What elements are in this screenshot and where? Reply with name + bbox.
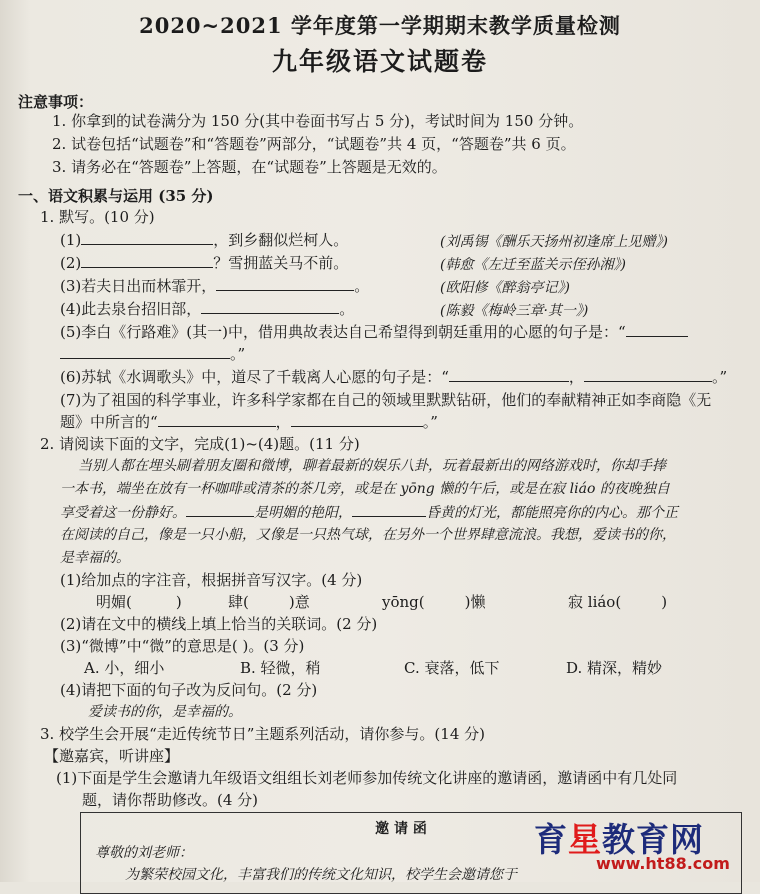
exam-title-subject: 九年级语文试题卷 — [271, 47, 488, 76]
letter-body: 为繁荣校园文化，丰富我们的传统文化知识，校学生会邀请您于 — [125, 867, 517, 883]
passage-line: 享受着这一份静好。 是明媚的艳阳， 昏黄的灯光，都能照亮你的内心。那个正 — [60, 502, 678, 523]
passage-line: 一本书，端坐在放有一杯咖啡或清茶的茶几旁，或是在 yōng 懒的午后，或是在寂 liáo 的夜晚独自 — [60, 481, 670, 497]
question-2-stem: 2. 请阅读下面的文字，完成(1)~(4)题。(11 分) — [40, 435, 360, 453]
answer-blank — [584, 367, 712, 382]
answer-blank — [626, 322, 688, 337]
q1-source: (欧阳修《醉翁亭记》) — [440, 280, 570, 296]
option-a: A. 小，细小 — [84, 659, 165, 677]
q1-line-5a: (5)李白《行路难》(其一)中，借用典故表达自己希望得到朝廷重用的心愿的句子是：“ — [60, 322, 688, 342]
q3-tag: 【邀嘉宾，听讲座】 — [44, 747, 180, 765]
pinyin-item: 明媚( ) — [96, 593, 182, 611]
answer-blank — [81, 230, 213, 245]
answer-blank — [201, 299, 339, 314]
answer-blank — [449, 367, 569, 382]
letter-title: 邀 请 函 — [375, 821, 427, 837]
question-1-stem: 1. 默写。(10 分) — [40, 208, 155, 226]
q3-sub-1a: (1)下面是学生会邀请九年级语文组组长刘老师参加传统文化讲座的邀请函，邀请函中有几处同 — [56, 769, 678, 787]
question-3-stem: 3. 校学生会开展“走近传统节日”主题系列活动，请你参与。(14 分) — [40, 725, 485, 743]
notice-item: 1. 你拿到的试卷满分为 150 分(其中卷面书写占 5 分)，考试时间为 150 分钟。 — [52, 112, 584, 130]
q1-line-2: (2) ？雪拥蓝关马不前。 — [60, 254, 349, 272]
answer-blank — [186, 502, 254, 517]
q1-line-5b: 。” — [60, 344, 245, 364]
exam-title-year: 2020~2021 学年度第一学期期末教学质量检测 — [139, 13, 621, 38]
q2-sub-1: (1)给加点的字注音，根据拼音写汉字。(4 分) — [60, 571, 363, 589]
q2-sub-3: (3)“微博”中“微”的意思是( )。(3 分) — [60, 637, 305, 655]
answer-blank — [216, 276, 354, 291]
passage-line: 在阅读的自己，像是一只小船，又像是一只热气球，在另外一个世界肆意流浪。我想，爱读书的你， — [60, 527, 676, 543]
pinyin-item: 寂 liáo( ) — [568, 593, 668, 611]
notice-heading: 注意事项： — [18, 93, 94, 111]
q1-line-1: (1) ，到乡翻似烂柯人。 — [60, 231, 349, 249]
passage-line: 是幸福的。 — [60, 550, 130, 566]
q1-line-3: (3)若夫日出而林霏开， 。 — [60, 277, 370, 295]
q2-sentence: 爱读书的你，是幸福的。 — [88, 704, 242, 720]
q1-line-7b: 题》中所言的“ ， 。” — [60, 413, 438, 431]
option-b: B. 轻微，稍 — [240, 659, 321, 677]
q1-source: (韩愈《左迁至蓝关示侄孙湘》) — [440, 257, 626, 273]
notice-item: 2. 试卷包括“试题卷”和“答题卷”两部分，“试题卷”共 4 页，“答题卷”共 6 页。 — [52, 135, 576, 153]
q1-line-6: (6)苏轼《水调歌头》中，道尽了千载离人心愿的句子是：“ ， 。” — [60, 368, 728, 386]
notice-item: 3. 请务必在“答题卷”上答题，在“试题卷”上答题是无效的。 — [52, 158, 447, 176]
q1-source: (陈毅《梅岭三章·其一》) — [440, 303, 589, 319]
q1-source: (刘禹锡《酬乐天扬州初逢席上见赠》) — [440, 234, 668, 250]
site-watermark — [534, 814, 754, 878]
answer-blank — [291, 412, 423, 427]
q2-sub-2: (2)请在文中的横线上填上恰当的关联词。(2 分) — [60, 615, 378, 633]
answer-blank — [81, 253, 213, 268]
watermark-logo-text: 育星教育网 — [534, 820, 704, 859]
q1-line-7a: (7)为了祖国的科学事业，许多科学家都在自己的领域里默默钻研，他们的奉献精神正如李商隐《无 — [60, 391, 712, 409]
q3-sub-1b: 题，请你帮助修改。(4 分) — [82, 791, 259, 809]
section-heading: 一、语文积累与运用 (35 分) — [18, 187, 214, 205]
answer-blank — [60, 344, 230, 359]
answer-blank — [158, 412, 276, 427]
option-c: C. 衰落，低下 — [404, 659, 500, 677]
q1-line-4: (4)此去泉台招旧部， 。 — [60, 300, 355, 318]
answer-blank — [352, 502, 426, 517]
watermark-url: www.ht88.com — [596, 854, 730, 873]
pinyin-item: 肆( )意 — [228, 593, 310, 611]
passage-line: 当别人都在埋头刷着朋友圈和微博，聊着最新的娱乐八卦，玩着最新出的网络游戏时，你却手捧 — [78, 458, 666, 474]
letter-greeting: 尊敬的刘老师： — [95, 845, 193, 861]
pinyin-item: yōng( )懒 — [382, 593, 486, 611]
option-d: D. 精深，精妙 — [566, 659, 663, 677]
q2-sub-4: (4)请把下面的句子改为反问句。(2 分) — [60, 681, 318, 699]
